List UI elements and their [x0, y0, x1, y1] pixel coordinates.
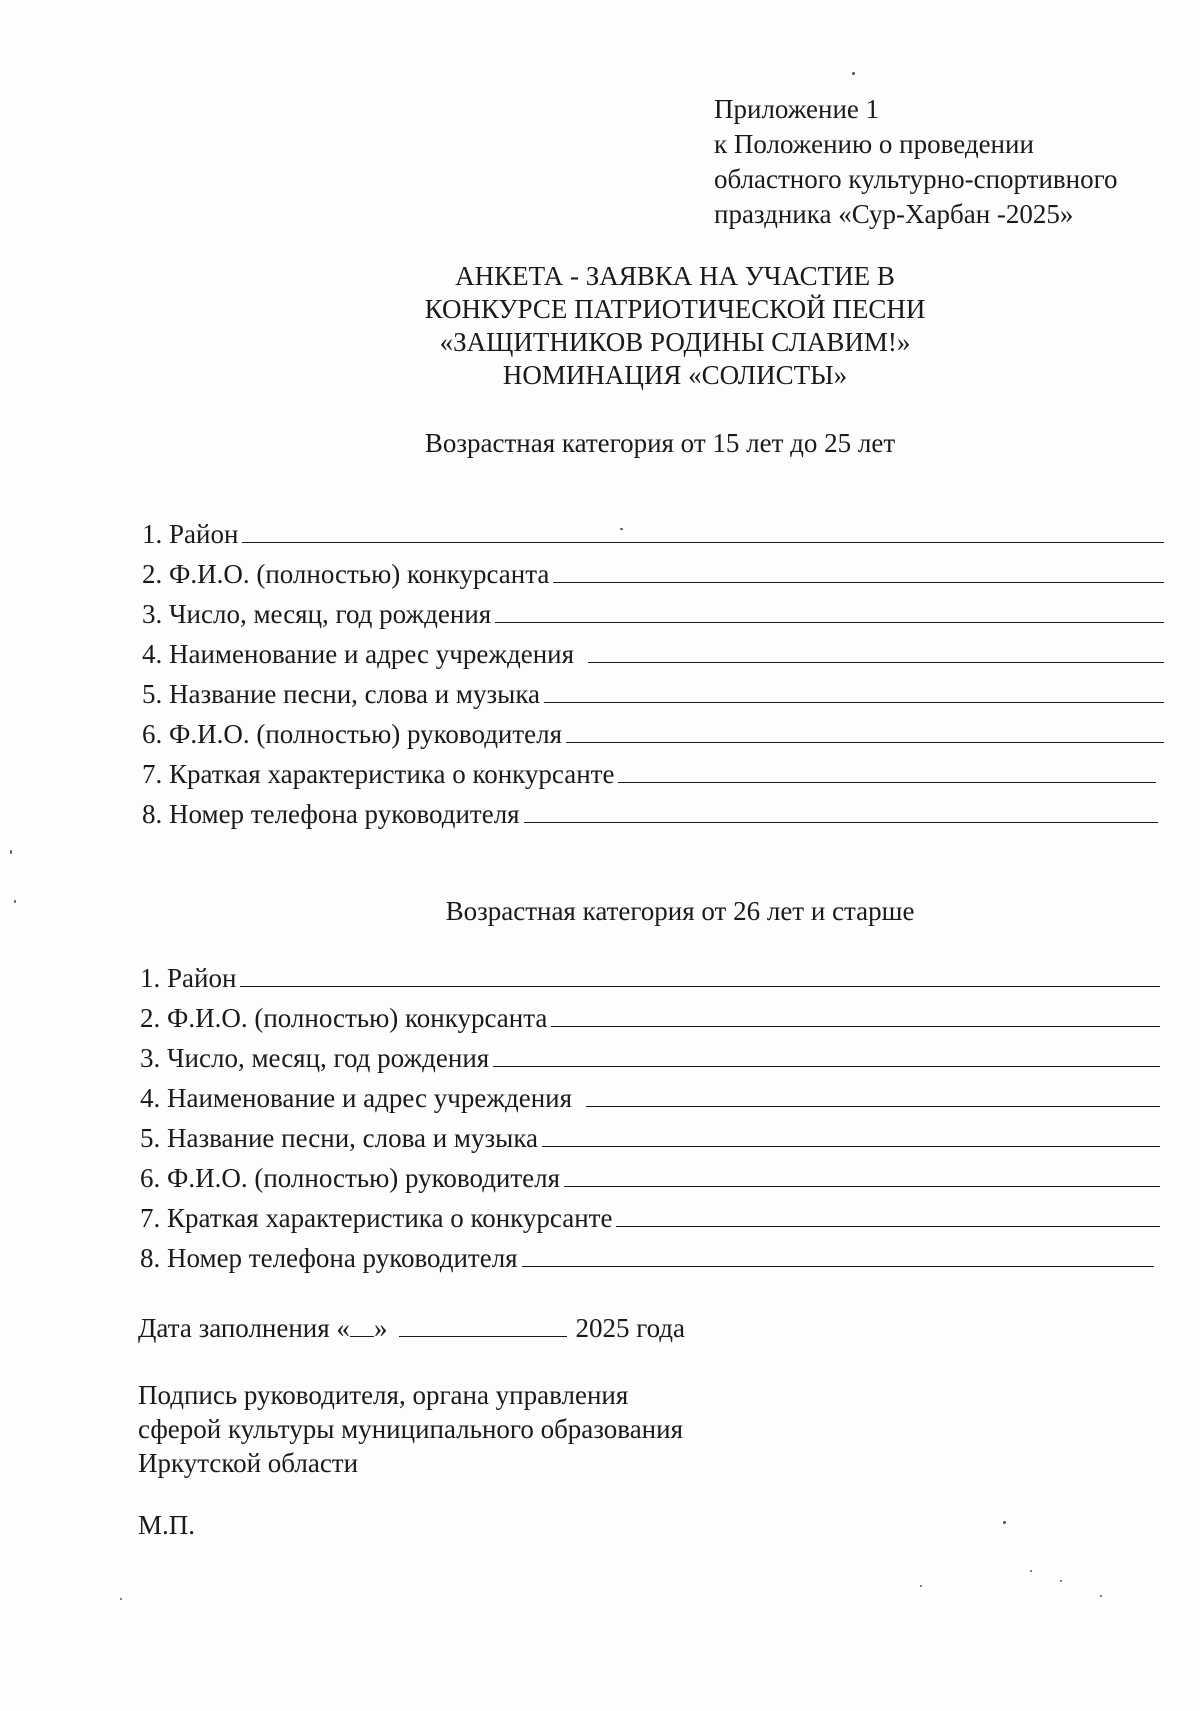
field-label: 5. Название песни, слова и музыка — [142, 679, 541, 709]
field-label: 8. Номер телефона руководителя — [140, 1243, 518, 1273]
field-label: 2. Ф.И.О. (полностью) конкурсанта — [140, 1003, 548, 1033]
scan-speck — [1100, 1595, 1102, 1597]
form-field-institution[interactable] — [140, 1078, 1160, 1118]
fill-line[interactable] — [566, 716, 1164, 743]
field-label: 5. Название песни, слова и музыка — [140, 1123, 539, 1153]
field-label: 6. Ф.И.О. (полностью) руководителя — [140, 1163, 561, 1193]
scan-speck — [120, 1598, 122, 1600]
appendix-line: областного культурно-спортивного — [714, 164, 1118, 194]
appendix-line: праздника «Сур-Харбан -2025» — [714, 199, 1074, 229]
day-blank[interactable] — [350, 1312, 374, 1337]
scan-speck — [920, 1585, 922, 1587]
age-category-heading-1: Возрастная категория от 15 лет до 25 лет — [424, 428, 896, 458]
fill-line[interactable] — [588, 636, 1164, 663]
fill-line[interactable] — [618, 756, 1156, 783]
form-field-leader-name[interactable] — [140, 1158, 1160, 1198]
signature-line: Иркутской области — [138, 1448, 359, 1478]
date-close-quote: » — [373, 1313, 388, 1343]
fill-date-line — [138, 1312, 685, 1344]
form-field-song[interactable] — [142, 674, 1164, 714]
field-label: 4. Наименование и адрес учреждения — [140, 1083, 573, 1113]
fill-line[interactable] — [524, 796, 1158, 823]
scan-speck — [14, 900, 16, 903]
scan-speck — [1030, 1570, 1032, 1572]
scan-speck — [1060, 1580, 1062, 1582]
field-label: 6. Ф.И.О. (полностью) руководителя — [142, 719, 563, 749]
form-field-characteristic[interactable] — [140, 1198, 1160, 1238]
form-fields-section-2 — [140, 958, 1160, 1278]
field-label: 7. Краткая характеристика о конкурсанте — [142, 759, 615, 789]
field-label: 7. Краткая характеристика о конкурсанте — [140, 1203, 613, 1233]
appendix-note — [714, 92, 1118, 232]
form-title — [330, 260, 1020, 392]
fill-line[interactable] — [495, 596, 1164, 623]
fill-line[interactable] — [553, 556, 1164, 583]
field-label: 1. Район — [142, 519, 239, 549]
scan-speck — [1003, 1521, 1006, 1524]
form-field-song[interactable] — [140, 1118, 1160, 1158]
month-blank[interactable] — [399, 1312, 567, 1337]
appendix-line: к Положению о проведении — [714, 129, 1034, 159]
form-field-birth-date[interactable] — [140, 1038, 1160, 1078]
fill-line[interactable] — [564, 1160, 1160, 1187]
fill-line[interactable] — [542, 1120, 1160, 1147]
field-label: 2. Ф.И.О. (полностью) конкурсанта — [142, 559, 550, 589]
scan-speck — [10, 850, 12, 854]
signature-line: сферой культуры муниципального образования — [138, 1414, 683, 1444]
stamp-place: М.П. — [138, 1510, 196, 1540]
form-field-institution[interactable] — [142, 634, 1164, 674]
field-label: 1. Район — [140, 963, 237, 993]
form-field-characteristic[interactable] — [142, 754, 1164, 794]
title-line: НОМИНАЦИЯ «СОЛИСТЫ» — [502, 360, 848, 390]
signature-block — [138, 1378, 683, 1480]
form-field-contestant-name[interactable] — [142, 554, 1164, 594]
date-suffix: 2025 года — [575, 1313, 686, 1343]
form-field-district[interactable] — [140, 958, 1160, 998]
fill-line[interactable] — [586, 1080, 1160, 1107]
form-field-birth-date[interactable] — [142, 594, 1164, 634]
title-line: КОНКУРСЕ ПАТРИОТИЧЕСКОЙ ПЕСНИ — [424, 294, 926, 324]
fill-line[interactable] — [551, 1000, 1160, 1027]
field-label: 3. Число, месяц, год рождения — [140, 1043, 490, 1073]
date-prefix: Дата заполнения « — [138, 1313, 350, 1343]
field-label: 4. Наименование и адрес учреждения — [142, 639, 575, 669]
form-field-leader-name[interactable] — [142, 714, 1164, 754]
appendix-line: Приложение 1 — [714, 94, 880, 124]
form-fields-section-1 — [142, 514, 1164, 834]
fill-line[interactable] — [522, 1240, 1154, 1267]
form-field-leader-phone[interactable] — [142, 794, 1164, 834]
fill-line[interactable] — [240, 960, 1160, 987]
signature-line: Подпись руководителя, органа управления — [138, 1380, 629, 1410]
fill-line[interactable] — [493, 1040, 1160, 1067]
form-field-contestant-name[interactable] — [140, 998, 1160, 1038]
scan-speck — [620, 528, 623, 530]
fill-line[interactable] — [242, 516, 1164, 543]
title-line: АНКЕТА - ЗАЯВКА НА УЧАСТИЕ В — [455, 261, 895, 291]
field-label: 8. Номер телефона руководителя — [142, 799, 520, 829]
fill-line[interactable] — [544, 676, 1164, 703]
title-line: «ЗАЩИТНИКОВ РОДИНЫ СЛАВИМ!» — [439, 327, 911, 357]
age-category-heading-2: Возрастная категория от 26 лет и старше — [445, 896, 915, 926]
form-field-leader-phone[interactable] — [140, 1238, 1160, 1278]
fill-line[interactable] — [616, 1200, 1160, 1227]
scan-speck — [852, 72, 855, 75]
field-label: 3. Число, месяц, год рождения — [142, 599, 492, 629]
form-field-district[interactable] — [142, 514, 1164, 554]
